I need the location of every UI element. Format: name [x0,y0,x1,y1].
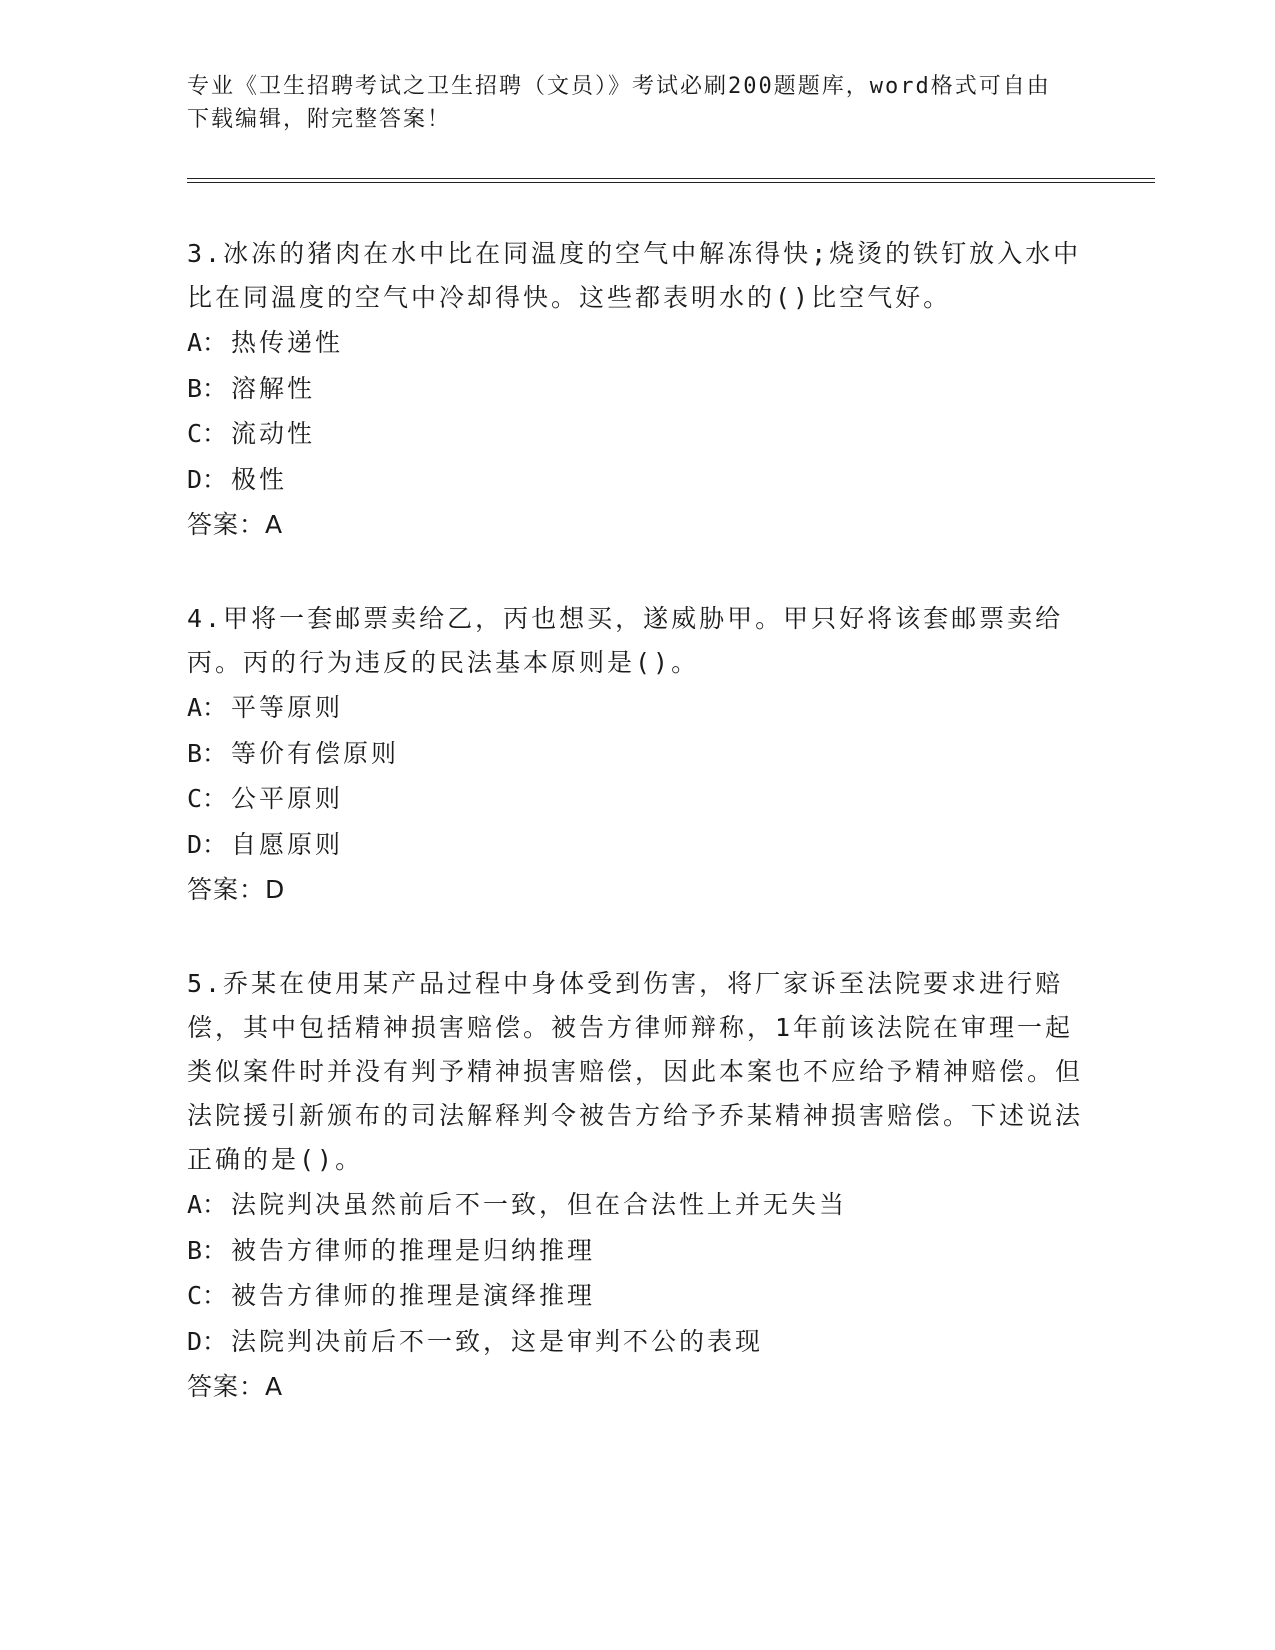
option-a [187,1182,1087,1228]
option-key: D： [187,1326,228,1356]
question-stem: 3.冰冻的猪肉在水中比在同温度的空气中解冻得快;烧烫的铁钉放入水中比在同温度的空气中冷却得快。这些都表明水的()比空气好。 [187,239,1082,312]
option-key: A： [187,1190,228,1219]
header-divider-top [187,178,1155,179]
option-key: B： [187,738,228,768]
option-key: C： [187,419,228,448]
option-text: 极性 [231,464,288,494]
option-key: C： [187,1281,228,1310]
option-key: A： [187,328,228,357]
option-key: D： [187,829,228,859]
option-b [187,1228,1087,1274]
option-c [187,411,1087,457]
option-text: 法院判决前后不一致，这是审判不公的表现 [231,1326,764,1356]
option-text: 公平原则 [231,784,344,813]
option-c [187,776,1087,822]
document-title: 专业《卫生招聘考试之卫生招聘（文员）》考试必刷200题题库，word格式可自由下载编辑，附完整答案！ [187,74,1051,132]
option-text: 等价有偿原则 [231,738,400,768]
answer-line: 答案：D [187,875,286,904]
option-text: 被告方律师的推理是归纳推理 [231,1235,596,1265]
question-stem: 5.乔某在使用某产品过程中身体受到伤害，将厂家诉至法院要求进行赔偿，其中包括精神损害赔偿。被告方律师辩称，1年前该法院在审理一起类似案件时并没有判予精神损害赔偿，因此本案也不应给予精神赔偿。但法院援引新颁布的司法解释判令被告方给予乔某精神损害赔偿。下述说法正确的是()。 [187,969,1084,1174]
option-key: D： [187,464,228,494]
option-a [187,685,1087,731]
option-key: A： [187,693,228,722]
question-4 [187,597,1087,913]
answer-line: 答案：A [187,510,284,539]
option-key: B： [187,373,228,403]
option-d [187,822,1087,868]
option-text: 热传递性 [231,328,344,357]
option-text: 流动性 [231,419,316,448]
option-b [187,731,1087,777]
answer-line: 答案：A [187,1372,284,1401]
option-b [187,366,1087,412]
option-text: 被告方律师的推理是演绎推理 [231,1281,596,1310]
option-d [187,1319,1087,1365]
question-3 [187,232,1087,548]
option-text: 法院判决虽然前后不一致，但在合法性上并无失当 [231,1190,848,1219]
question-5 [187,962,1087,1410]
option-c [187,1273,1087,1319]
option-text: 溶解性 [231,373,316,403]
option-text: 自愿原则 [231,829,344,859]
document-header [187,70,1067,136]
option-d [187,457,1087,503]
option-key: B： [187,1235,228,1265]
header-divider-bottom [187,182,1155,183]
option-a [187,320,1087,366]
option-key: C： [187,784,228,813]
question-stem: 4.甲将一套邮票卖给乙，丙也想买，遂威胁甲。甲只好将该套邮票卖给丙。丙的行为违反的民法基本原则是()。 [187,604,1064,677]
option-text: 平等原则 [231,693,344,722]
